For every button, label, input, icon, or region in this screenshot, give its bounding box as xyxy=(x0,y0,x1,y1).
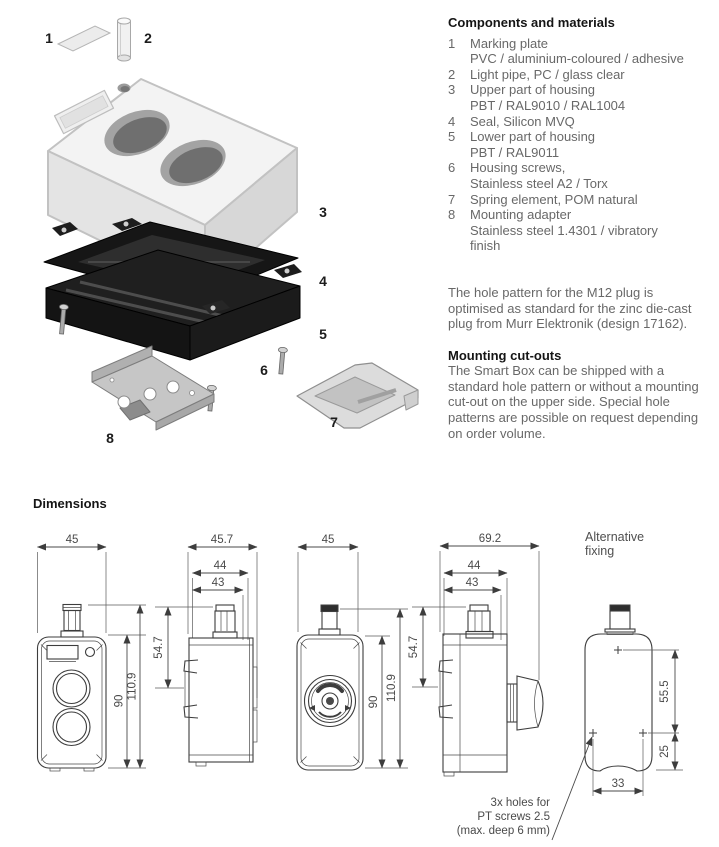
dim-25: 25 xyxy=(659,745,671,758)
view-side-estop xyxy=(408,533,543,776)
component-line: Housing screws, xyxy=(470,160,566,176)
pt-screws-note-line3: (max. deep 6 mm) xyxy=(456,825,550,837)
view-front-two-buttons xyxy=(38,534,147,771)
component-line: Stainless steel A2 / Torx xyxy=(470,175,608,191)
component-line: Spring element, POM natural xyxy=(470,191,638,207)
component-line: finish xyxy=(470,238,501,254)
component-number: 3 xyxy=(448,82,456,98)
dimensions-heading: Dimensions xyxy=(33,496,107,511)
dim-54.7-v4: 54.7 xyxy=(408,635,420,659)
part-label-3: 3 xyxy=(319,204,327,220)
component-line: Marking plate xyxy=(470,35,549,51)
component-item-6 xyxy=(448,160,706,191)
component-line: PBT / RAL9011 xyxy=(470,144,560,160)
part-spring-element xyxy=(297,363,418,428)
component-line: Seal, Silicon MVQ xyxy=(470,113,575,129)
component-item-2 xyxy=(448,67,706,83)
component-line: Upper part of housing xyxy=(470,82,596,98)
components-list xyxy=(448,36,706,254)
dim-90-v1: 90 xyxy=(113,694,126,708)
component-item-1 xyxy=(448,36,706,67)
component-line: PVC / aluminium-coloured / adhesive xyxy=(470,51,684,67)
screw-hole-marks xyxy=(589,646,647,737)
component-line: Stainless steel 1.4301 / vibratory xyxy=(470,222,658,238)
dim-110.9-v1: 110.9 xyxy=(126,672,139,701)
dim-45-v3: 45 xyxy=(321,534,335,546)
component-line: Lower part of housing xyxy=(470,129,596,145)
part-label-8: 8 xyxy=(106,430,114,446)
dim-45-v1: 45 xyxy=(65,534,79,546)
view-alternative-fixing xyxy=(457,530,683,840)
screw-right xyxy=(276,347,287,374)
part-label-7: 7 xyxy=(330,414,338,430)
alt-fixing-title-line1: Alternative xyxy=(585,530,645,544)
dim-43-v2: 43 xyxy=(211,577,225,589)
part-label-6: 6 xyxy=(260,362,268,378)
dim-45.7: 45.7 xyxy=(210,534,234,546)
dim-43-v4: 43 xyxy=(465,577,479,589)
part-light-pipe xyxy=(118,18,131,61)
component-number: 2 xyxy=(448,66,456,82)
dim-110.9-v3: 110.9 xyxy=(386,674,398,702)
dimensions-drawing xyxy=(15,515,719,847)
part-label-5: 5 xyxy=(319,326,327,342)
dim-54.7-v2: 54.7 xyxy=(153,636,165,659)
components-heading: Components and materials xyxy=(448,15,615,30)
dim-44-v2: 44 xyxy=(213,560,227,572)
component-number: 7 xyxy=(448,191,456,207)
components-panel xyxy=(448,15,706,441)
component-number: 6 xyxy=(448,160,456,176)
component-item-5 xyxy=(448,129,706,160)
view-side xyxy=(153,534,257,766)
component-item-3 xyxy=(448,82,706,113)
hole-pattern-note: The hole pattern for the M12 plug is optimised as standard for the zinc die-cast plug from Murr Elektronik (design 17162). xyxy=(448,284,692,332)
dim-44-v4: 44 xyxy=(467,560,481,572)
pt-screws-note-line2: PT screws 2.5 xyxy=(477,811,550,823)
dim-55.5: 55.5 xyxy=(659,680,671,703)
component-line: Mounting adapter xyxy=(470,207,572,223)
component-item-8 xyxy=(448,207,706,254)
alt-fixing-title-line2: fixing xyxy=(585,544,615,558)
exploded-view-diagram xyxy=(25,10,440,475)
component-item-7 xyxy=(448,192,706,208)
component-number: 4 xyxy=(448,113,456,129)
component-number: 5 xyxy=(448,129,456,145)
view-front-estop xyxy=(297,534,408,770)
part-mounting-adapter xyxy=(92,346,214,430)
part-label-4: 4 xyxy=(319,273,327,289)
pt-screws-note-line1: 3x holes for xyxy=(490,797,550,809)
dim-90-v3: 90 xyxy=(368,695,380,709)
mounting-cutouts-heading: Mounting cut-outs xyxy=(448,347,562,363)
component-item-4 xyxy=(448,114,706,130)
component-line: PBT / RAL9010 / RAL1004 xyxy=(470,97,626,113)
component-line: Light pipe, PC / glass clear xyxy=(470,66,625,82)
mounting-cutouts-note: The Smart Box can be shipped with a standard hole pattern or without a mounting cut-out on the upper side. Special hole patterns are possible on request depending on order volume. xyxy=(448,363,699,441)
part-label-2: 2 xyxy=(144,30,152,46)
component-number: 1 xyxy=(448,35,456,51)
part-label-1: 1 xyxy=(45,30,53,46)
dim-69.2: 69.2 xyxy=(478,533,502,545)
component-number: 8 xyxy=(448,207,456,223)
part-marking-plate xyxy=(58,26,110,51)
dim-33: 33 xyxy=(611,778,625,790)
